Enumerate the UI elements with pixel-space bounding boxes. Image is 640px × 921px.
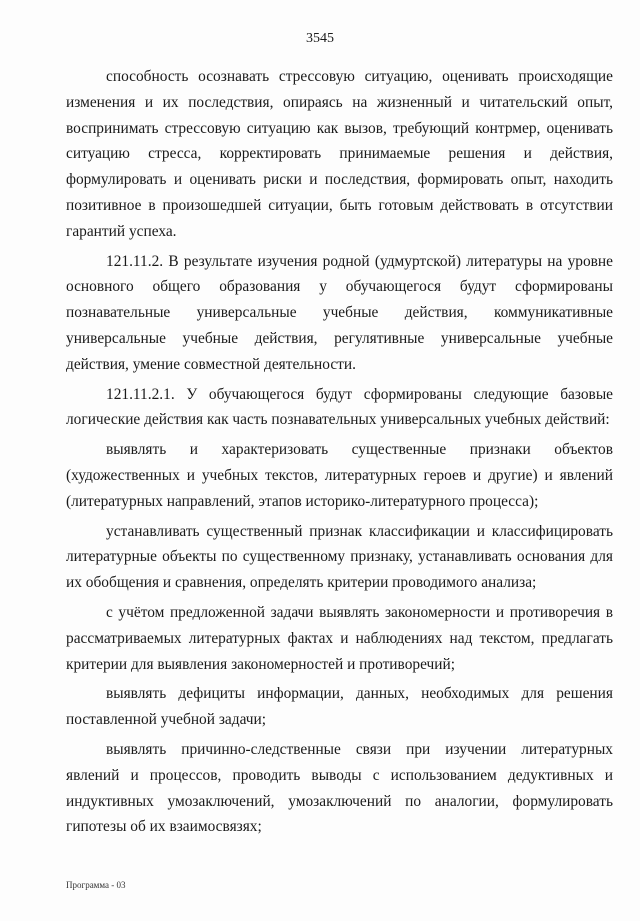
list-item: выявлять и характеризовать существенные признаки объектов (художественных и учебных текстов, литературных героев и другие) и явлений (литературных направлений, этапов историко-литературного процесса); <box>66 441 613 510</box>
footer-label: Программа - 03 <box>66 880 126 890</box>
document-body <box>66 64 613 840</box>
list-item: устанавливать существенный признак классификации и классифицировать литературные объекты по существенному признаку, устанавливать основания для их обобщения и сравнения, определять критерии проводимого анализа; <box>66 522 613 592</box>
paragraph: 121.11.2. В результате изучения родной (удмуртской) литературы на уровне основного общего образования у обучающегося будут сформированы познавательные универсальные учебные действия, коммуникативные универсальные учебные действия, регулятивные универсальные учебные действия, умение совместной деятельности. <box>66 252 613 373</box>
page-number: 3545 <box>306 31 334 46</box>
paragraph: способность осознавать стрессовую ситуацию, оценивать происходящие изменения и их последствия, опираясь на жизненный и читательский опыт, воспринимать стрессовую ситуацию как вызов, требующий контрмер, оценивать ситуацию стресса, корректировать принимаемые решения и действия, формулировать и оценивать риски и последствия, формировать опыт, находить позитивное в произошедшей ситуации, быть готовым действовать в отсутствии гарантий успеха. <box>66 68 613 240</box>
list-item: выявлять причинно-следственные связи при изучении литературных явлений и процессов, проводить выводы с использованием дедуктивных и индуктивных умозаключений, умозаключений по аналогии, формулировать гипотезы об их взаимосвязях; <box>66 740 613 836</box>
list-item: выявлять дефициты информации, данных, необходимых для решения поставленной учебной задачи; <box>66 685 613 729</box>
list-item: с учётом предложенной задачи выявлять закономерности и противоречия в рассматриваемых литературных фактах и наблюдениях над текстом, предлагать критерии для выявления закономерностей и противоречий; <box>66 603 613 673</box>
paragraph: 121.11.2.1. У обучающегося будут сформированы следующие базовые логические действия как часть познавательных универсальных учебных действий: <box>66 385 613 429</box>
